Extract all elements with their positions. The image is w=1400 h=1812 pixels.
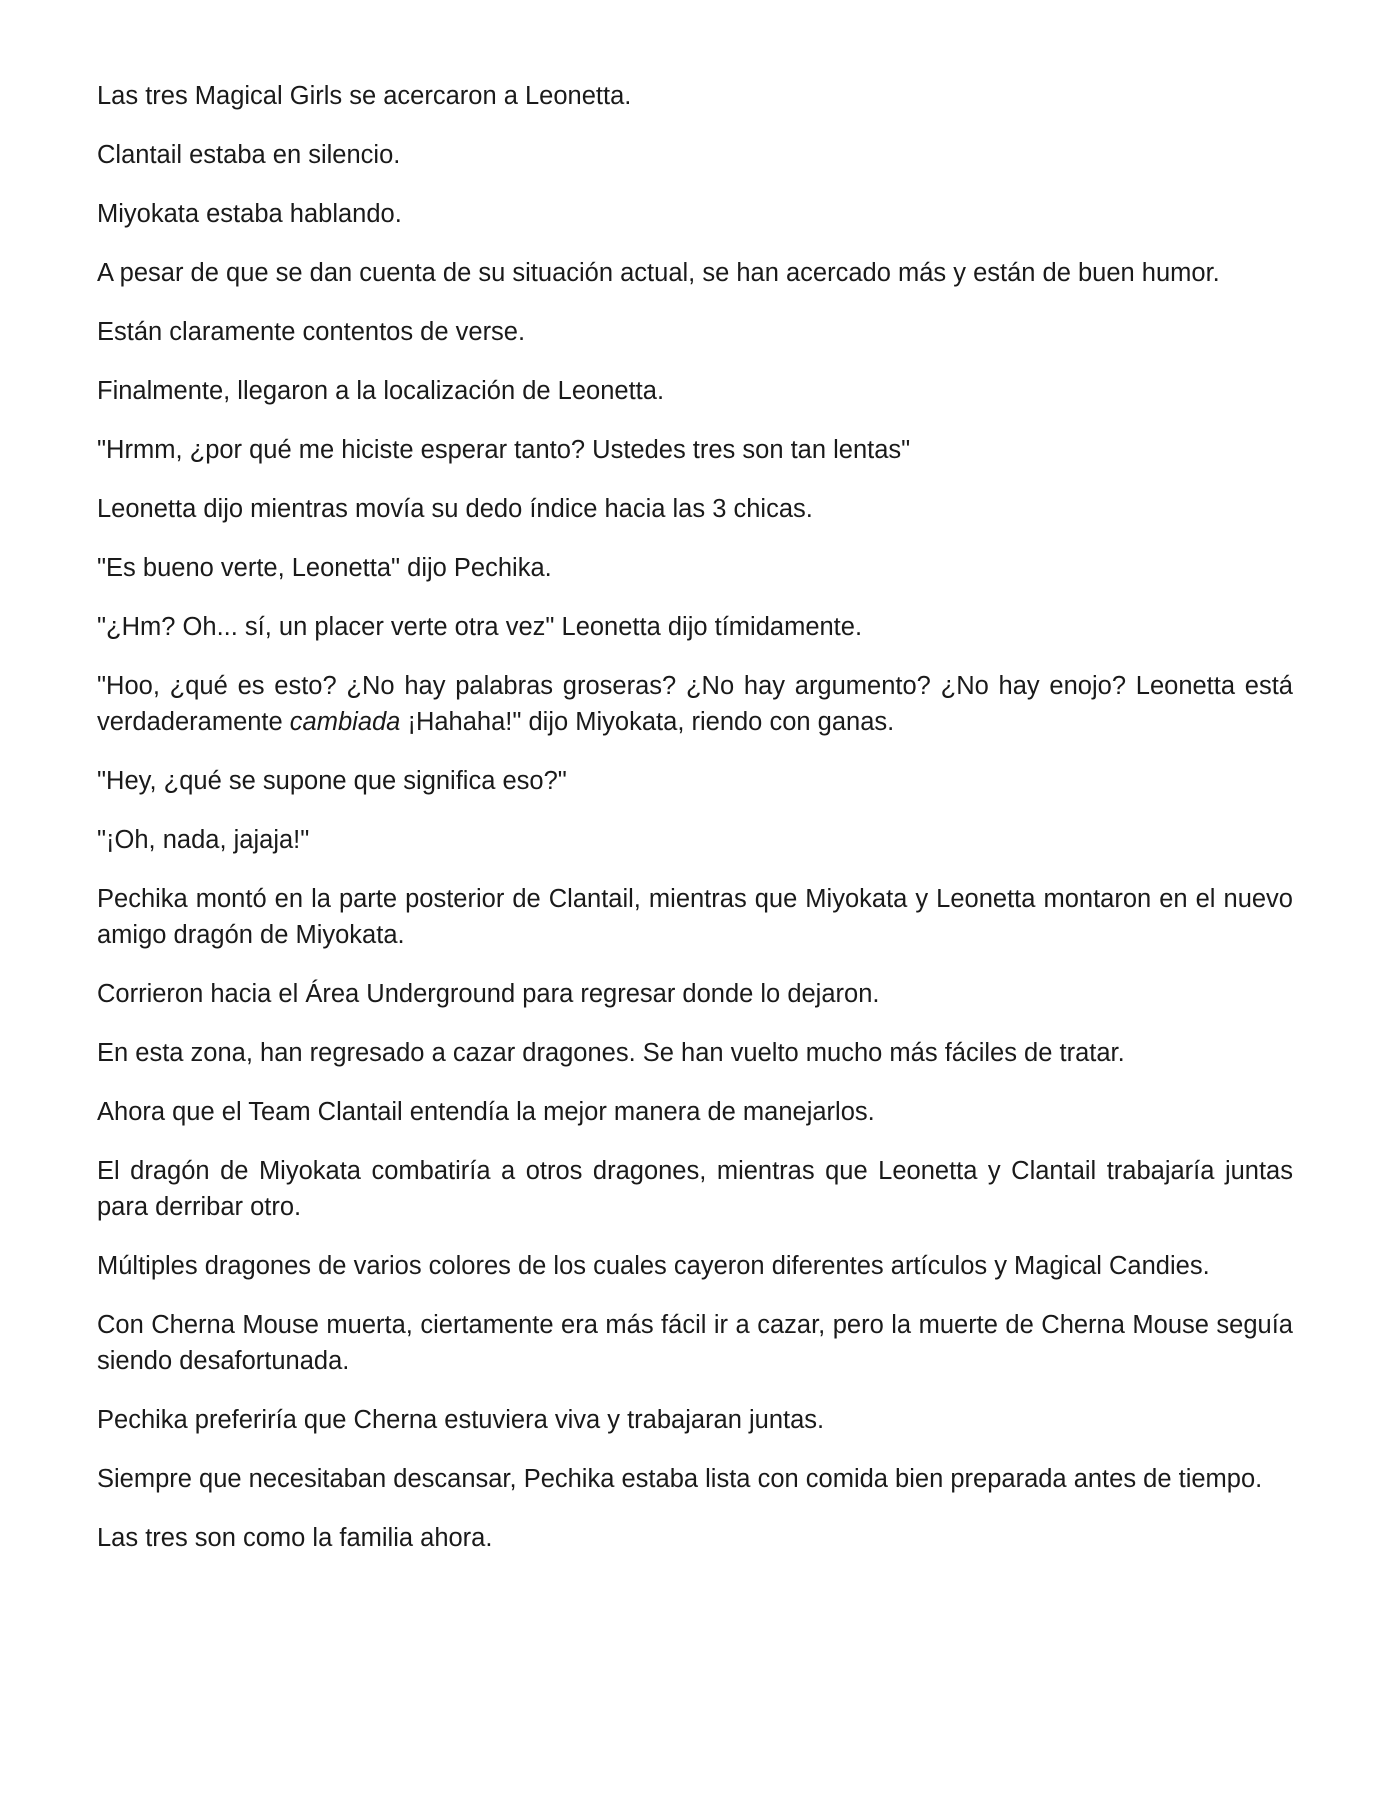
paragraph: Las tres Magical Girls se acercaron a Leonetta. [97, 82, 632, 110]
paragraph: El dragón de Miyokata combatiría a otros dragones, mientras que Leonetta y Clantail trabajaría juntas para derribar otro. [97, 1157, 1293, 1221]
paragraph-text: "Hoo, ¿qué es esto? ¿No hay palabras groseras? ¿No hay argumento? ¿No hay enojo? Leonetta está verdaderamente [97, 672, 1293, 736]
paragraph-text: ¡Hahaha!" dijo Miyokata, riendo con ganas. [400, 708, 895, 736]
paragraph: Con Cherna Mouse muerta, ciertamente era más fácil ir a cazar, pero la muerte de Cherna Mouse seguía siendo desafortunada. [97, 1311, 1293, 1375]
paragraph: En esta zona, han regresado a cazar dragones. Se han vuelto mucho más fáciles de tratar. [97, 1039, 1125, 1067]
paragraph: "Hey, ¿qué se supone que significa eso?" [97, 767, 567, 795]
paragraph: A pesar de que se dan cuenta de su situación actual, se han acercado más y están de buen humor. [97, 259, 1220, 287]
paragraph: Siempre que necesitaban descansar, Pechika estaba lista con comida bien preparada antes de tiempo. [97, 1465, 1263, 1493]
paragraph: Pechika preferiría que Cherna estuviera viva y trabajaran juntas. [97, 1406, 825, 1434]
paragraph: Las tres son como la familia ahora. [97, 1524, 493, 1552]
paragraph: Clantail estaba en silencio. [97, 141, 401, 169]
paragraph: "¿Hm? Oh... sí, un placer verte otra vez" Leonetta dijo tímidamente. [97, 613, 863, 641]
paragraph: Leonetta dijo mientras movía su dedo índice hacia las 3 chicas. [97, 495, 813, 523]
paragraph: "Es bueno verte, Leonetta" dijo Pechika. [97, 554, 552, 582]
paragraph: "¡Oh, nada, jajaja!" [97, 826, 310, 854]
paragraph [97, 668, 1293, 740]
emphasized-word: cambiada [289, 708, 401, 736]
paragraph: Corrieron hacia el Área Underground para regresar donde lo dejaron. [97, 980, 880, 1008]
document-page [97, 78, 1293, 1579]
paragraph: Miyokata estaba hablando. [97, 200, 402, 228]
paragraph: Finalmente, llegaron a la localización de Leonetta. [97, 377, 665, 405]
paragraph: Pechika montó en la parte posterior de Clantail, mientras que Miyokata y Leonetta montaron en el nuevo amigo dragón de Miyokata. [97, 885, 1293, 949]
paragraph: Ahora que el Team Clantail entendía la mejor manera de manejarlos. [97, 1098, 875, 1126]
paragraph: Están claramente contentos de verse. [97, 318, 526, 346]
paragraph: "Hrmm, ¿por qué me hiciste esperar tanto? Ustedes tres son tan lentas" [97, 436, 911, 464]
paragraph: Múltiples dragones de varios colores de los cuales cayeron diferentes artículos y Magical Candies. [97, 1252, 1210, 1280]
